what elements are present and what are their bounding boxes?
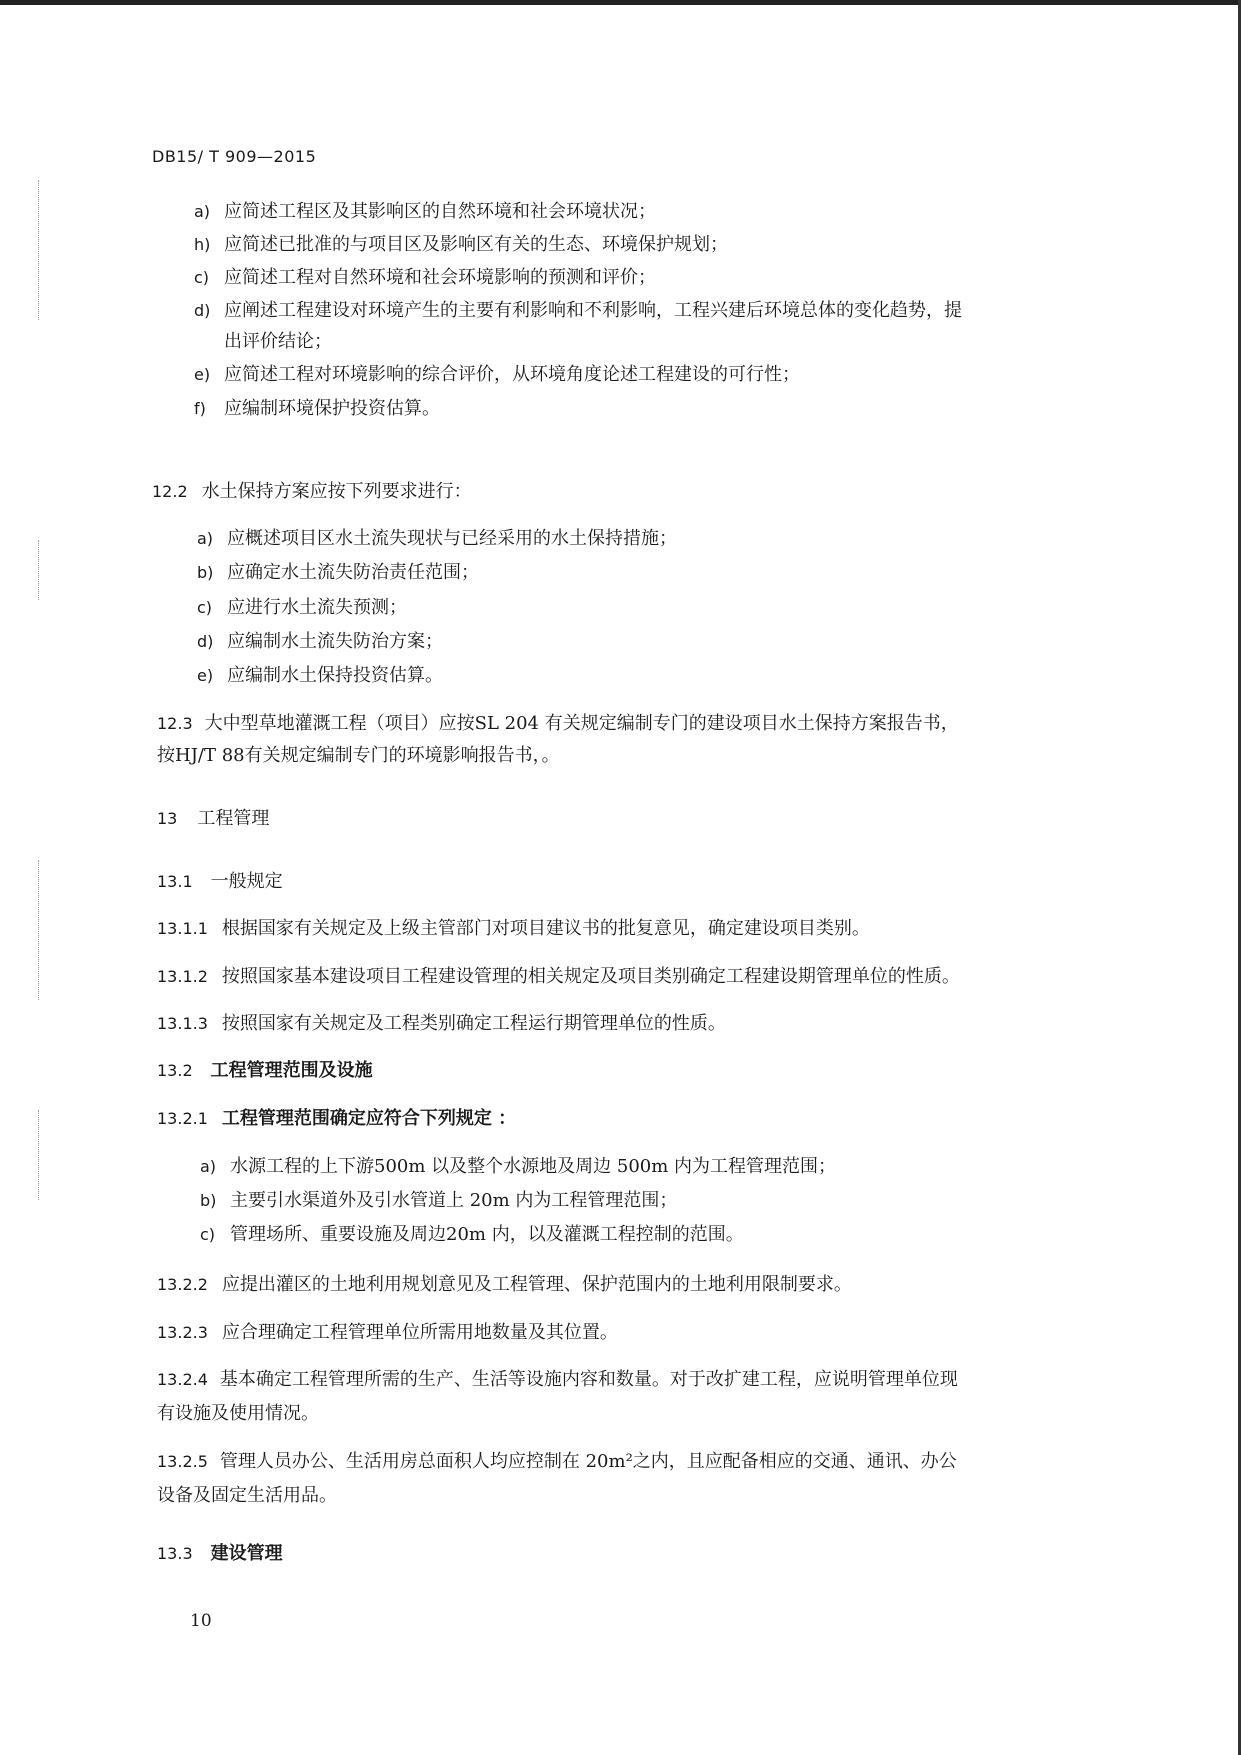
list-item-text: 应概述项目区水土流失现状与已经采用的水土保持措施；	[227, 528, 677, 549]
list-item-text: 水源工程的上下游500m 以及整个水源地及周边 500m 内为工程管理范围；	[230, 1156, 837, 1177]
section-13-heading	[157, 807, 269, 831]
clause-12-3	[157, 712, 959, 736]
list-item	[194, 233, 728, 257]
clause-number: 12.2	[152, 482, 188, 501]
list-item-text: 主要引水渠道外及引水管道上 20m 内为工程管理范围；	[230, 1190, 678, 1211]
section-title: 建设管理	[210, 1543, 283, 1564]
list-item-text: 应进行水土流失预测；	[227, 597, 407, 618]
list-item-label: f)	[194, 399, 206, 418]
clause-text: 工程管理范围确定应符合下列规定 ：	[221, 1108, 517, 1129]
section-13-3-heading	[157, 1542, 283, 1566]
scan-artifact	[38, 540, 40, 600]
scan-artifact	[38, 1110, 40, 1200]
list-item	[197, 596, 407, 620]
clause-13-2-5-line2: 设备及固定生活用品。	[157, 1485, 337, 1506]
clause-number: 13.1.3	[157, 1014, 208, 1033]
list-item-label: a)	[200, 1157, 217, 1176]
clause-number: 13.2.4	[157, 1370, 208, 1389]
list-item-text: 应阐述工程建设对环境产生的主要有利影响和不利影响，工程兴建后环境总体的变化趋势，提	[224, 300, 962, 321]
section-number: 13	[157, 809, 178, 828]
list-item-label: b)	[197, 563, 214, 582]
clause-text: 水土保持方案应按下列要求进行：	[201, 481, 472, 502]
clause-text: 应提出灌区的土地利用规划意见及工程管理、保护范围内的土地利用限制要求。	[221, 1274, 852, 1295]
section-number: 13.1	[157, 872, 193, 891]
clause-number: 13.2.5	[157, 1452, 208, 1471]
list-item-label: b)	[200, 1191, 217, 1210]
list-item	[200, 1189, 677, 1213]
clause-13-2-4-line2: 有设施及使用情况。	[157, 1403, 319, 1424]
clause-number: 13.2.1	[157, 1109, 208, 1128]
scan-top-edge	[0, 0, 1241, 5]
list-item-label: c)	[200, 1225, 216, 1244]
list-item-label: d)	[194, 301, 211, 320]
list-item-text: 应编制水土保持投资估算。	[227, 665, 443, 686]
clause-12-2	[152, 480, 472, 504]
list-item-label: d)	[197, 632, 214, 651]
clause-text: 应合理确定工程管理单位所需用地数量及其位置。	[221, 1322, 618, 1343]
clause-text-line1: 基本确定工程管理所需的生产、生活等设施内容和数量。对于改扩建工程，应说明管理单位现	[219, 1369, 958, 1390]
list-item-label: c)	[194, 268, 210, 287]
clause-number: 13.1.1	[157, 919, 208, 938]
clause-text-line1: 管理人员办公、生活用房总面积人均应控制在 20m²之内，且应配备相应的交通、通讯、办公	[219, 1451, 957, 1472]
list-item-text: 应简述工程对自然环境和社会环境影响的预测和评价；	[224, 267, 656, 288]
scan-artifact	[38, 860, 40, 1000]
section-number: 13.3	[157, 1544, 193, 1563]
list-item-text: 应简述工程区及其影响区的自然环境和社会环境状况；	[224, 201, 656, 222]
clause-13-2-5	[157, 1450, 957, 1474]
section-title: 工程管理	[197, 808, 270, 829]
clause-13-1-1	[157, 917, 870, 941]
clause-13-2-4	[157, 1368, 958, 1392]
clause-13-2-3	[157, 1321, 618, 1345]
list-item-text: 应编制环境保护投资估算。	[224, 398, 440, 419]
clause-text-line1: 大中型草地灌溉工程（项目）应按SL 204 有关规定编制专门的建设项目水土保持方案报告书，	[204, 713, 959, 734]
list-item-label: e)	[197, 666, 214, 685]
list-item	[194, 200, 656, 224]
list-item	[197, 630, 443, 654]
section-13-1-heading	[157, 870, 283, 894]
list-item	[197, 561, 479, 585]
list-item	[194, 299, 962, 323]
scan-artifact	[38, 180, 40, 320]
list-item-label: h)	[194, 235, 211, 254]
section-title: 工程管理范围及设施	[210, 1060, 373, 1081]
list-item-text: 应简述工程对环境影响的综合评价，从环境角度论述工程建设的可行性；	[224, 364, 800, 385]
list-item-label: a)	[194, 202, 211, 221]
clause-13-1-3	[157, 1012, 726, 1036]
list-item	[200, 1155, 836, 1179]
clause-13-2-1	[157, 1107, 516, 1131]
list-item	[194, 397, 440, 421]
section-number: 13.2	[157, 1061, 193, 1080]
clause-text: 按照国家有关规定及工程类别确定工程运行期管理单位的性质。	[221, 1013, 726, 1034]
list-item-label: a)	[197, 529, 214, 548]
list-item-text: 应简述已批准的与项目区及影响区有关的生态、环境保护规划；	[224, 234, 728, 255]
clause-number: 13.2.2	[157, 1275, 208, 1294]
list-item	[200, 1223, 744, 1247]
clause-13-1-2	[157, 965, 960, 989]
list-item	[197, 664, 443, 688]
list-item	[197, 527, 677, 551]
clause-12-3-line2: 按HJ/T 88有关规定编制专门的环境影响报告书，。	[157, 745, 560, 766]
list-item-label: e)	[194, 365, 211, 384]
section-title: 一般规定	[210, 871, 283, 892]
list-item-text: 应确定水土流失防治责任范围；	[227, 562, 479, 583]
document-code-header: DB15/ T 909—2015	[152, 147, 317, 166]
clause-13-2-2	[157, 1273, 852, 1297]
list-item-label: c)	[197, 598, 213, 617]
list-item	[194, 266, 656, 290]
section-13-2-heading	[157, 1059, 373, 1083]
list-item-text: 管理场所、重要设施及周边20m 内，以及灌溉工程控制的范围。	[230, 1224, 744, 1245]
clause-text: 根据国家有关规定及上级主管部门对项目建议书的批复意见，确定建设项目类别。	[221, 918, 870, 939]
clause-text: 按照国家基本建设项目工程建设管理的相关规定及项目类别确定工程建设期管理单位的性质。	[221, 966, 960, 987]
list-item	[194, 363, 800, 387]
list-item-continuation: 出评价结论；	[224, 331, 332, 352]
page-number: 10	[190, 1611, 212, 1631]
list-item-text: 应编制水土流失防治方案；	[227, 631, 443, 652]
clause-number: 12.3	[157, 714, 193, 733]
clause-number: 13.1.2	[157, 967, 208, 986]
clause-number: 13.2.3	[157, 1323, 208, 1342]
